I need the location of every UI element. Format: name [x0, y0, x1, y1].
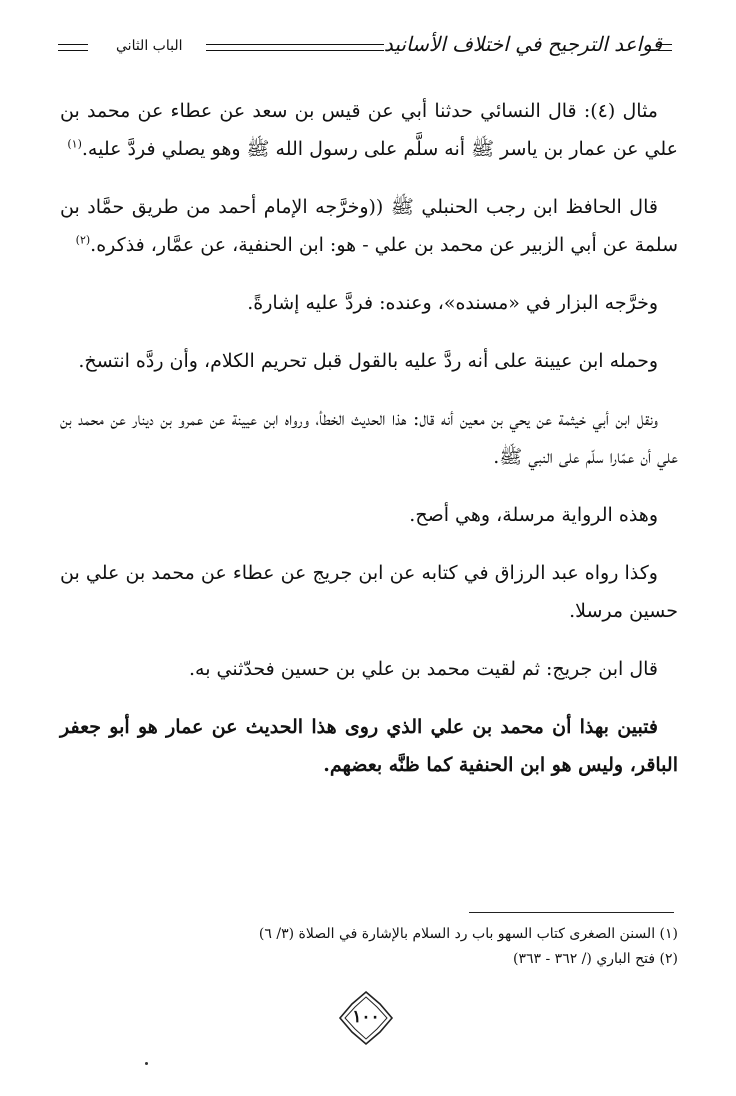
paragraph-conclusion: فتبين بهذا أن محمد بن علي الذي روى هذا الحديث عن عمار هو أبو جعفر الباقر، وليس هو ابن الحنفية كما ظنَّه بعضهم.: [60, 716, 678, 776]
chapter-title: الباب الثاني: [116, 38, 183, 54]
paragraph-text: مثال (٤): قال النسائي حدثنا أبي عن قيس بن سعد عن عطاء عن محمد بن علي عن عمار بن ياسر ﷺ أنه سلَّم على رسول الله ﷺ وهو يصلي فردَّ عليه.: [60, 100, 678, 160]
paragraph-ibn-jurayj: قال ابن جريج: ثم لقيت محمد بن علي بن حسين فحدّثني به.: [189, 658, 658, 680]
footnote-divider: [469, 912, 674, 913]
running-header: [58, 30, 662, 64]
footnote-marker-1: (١): [67, 137, 82, 151]
page-number-ornament: [338, 990, 394, 1046]
header-ornament-middle: [206, 44, 384, 51]
stray-mark: [145, 1062, 148, 1065]
paragraph-ibn-rajab: [60, 188, 678, 264]
footnote-2: (٢) فتح الباري (/ ٣٦٢ - ٣٦٣): [513, 951, 678, 967]
paragraph-abd-al-razzaq: وكذا رواه عبد الرزاق في كتابه عن ابن جريج عن عطاء عن محمد بن علي بن حسين مرسلا.: [60, 562, 678, 622]
page-number: ١٠٠: [352, 1007, 380, 1027]
footnote-marker-2: (٢): [75, 233, 91, 247]
paragraph-ibn-uyaynah: وحمله ابن عيينة على أنه ردَّ عليه بالقول قبل تحريم الكلام، وأن ردَّه انتسخ.: [78, 350, 658, 372]
footnote-1: (١) السنن الصغرى كتاب السهو باب رد السلام بالإشارة في الصلاة (٣/ ٦): [258, 926, 678, 942]
paragraph-text: قال الحافظ ابن رجب الحنبلي ﷺ ((وخرَّجه الإمام أحمد من طريق حمَّاد بن سلمة عن أبي الزبير عن محمد بن علي - هو: ابن الحنفية، عن عمَّار، فذكره.: [60, 196, 678, 256]
footnotes: [60, 922, 678, 972]
paragraph-mursal: وهذه الرواية مرسلة، وهي أصح.: [409, 504, 658, 526]
book-title: قواعد الترجيح في اختلاف الأسانيد: [383, 32, 662, 56]
header-ornament-left: [58, 44, 88, 51]
page-body: [60, 92, 678, 804]
paragraph-bazzar: وخرَّجه البزار في «مسنده»، وعنده: فردَّ عليه إشارةً.: [247, 292, 658, 314]
paragraph-ibn-abi-khaythamah: ونقل ابن أبي خيثمة عن يحي بن معين أنه قال: هذا الحديث الخطأ، ورواه ابن عيينة عن عمرو بن دينار عن محمد بن علي أن عمّارا سلّم على النبي ﷺ.: [60, 408, 678, 468]
paragraph-example-4: [60, 92, 678, 168]
